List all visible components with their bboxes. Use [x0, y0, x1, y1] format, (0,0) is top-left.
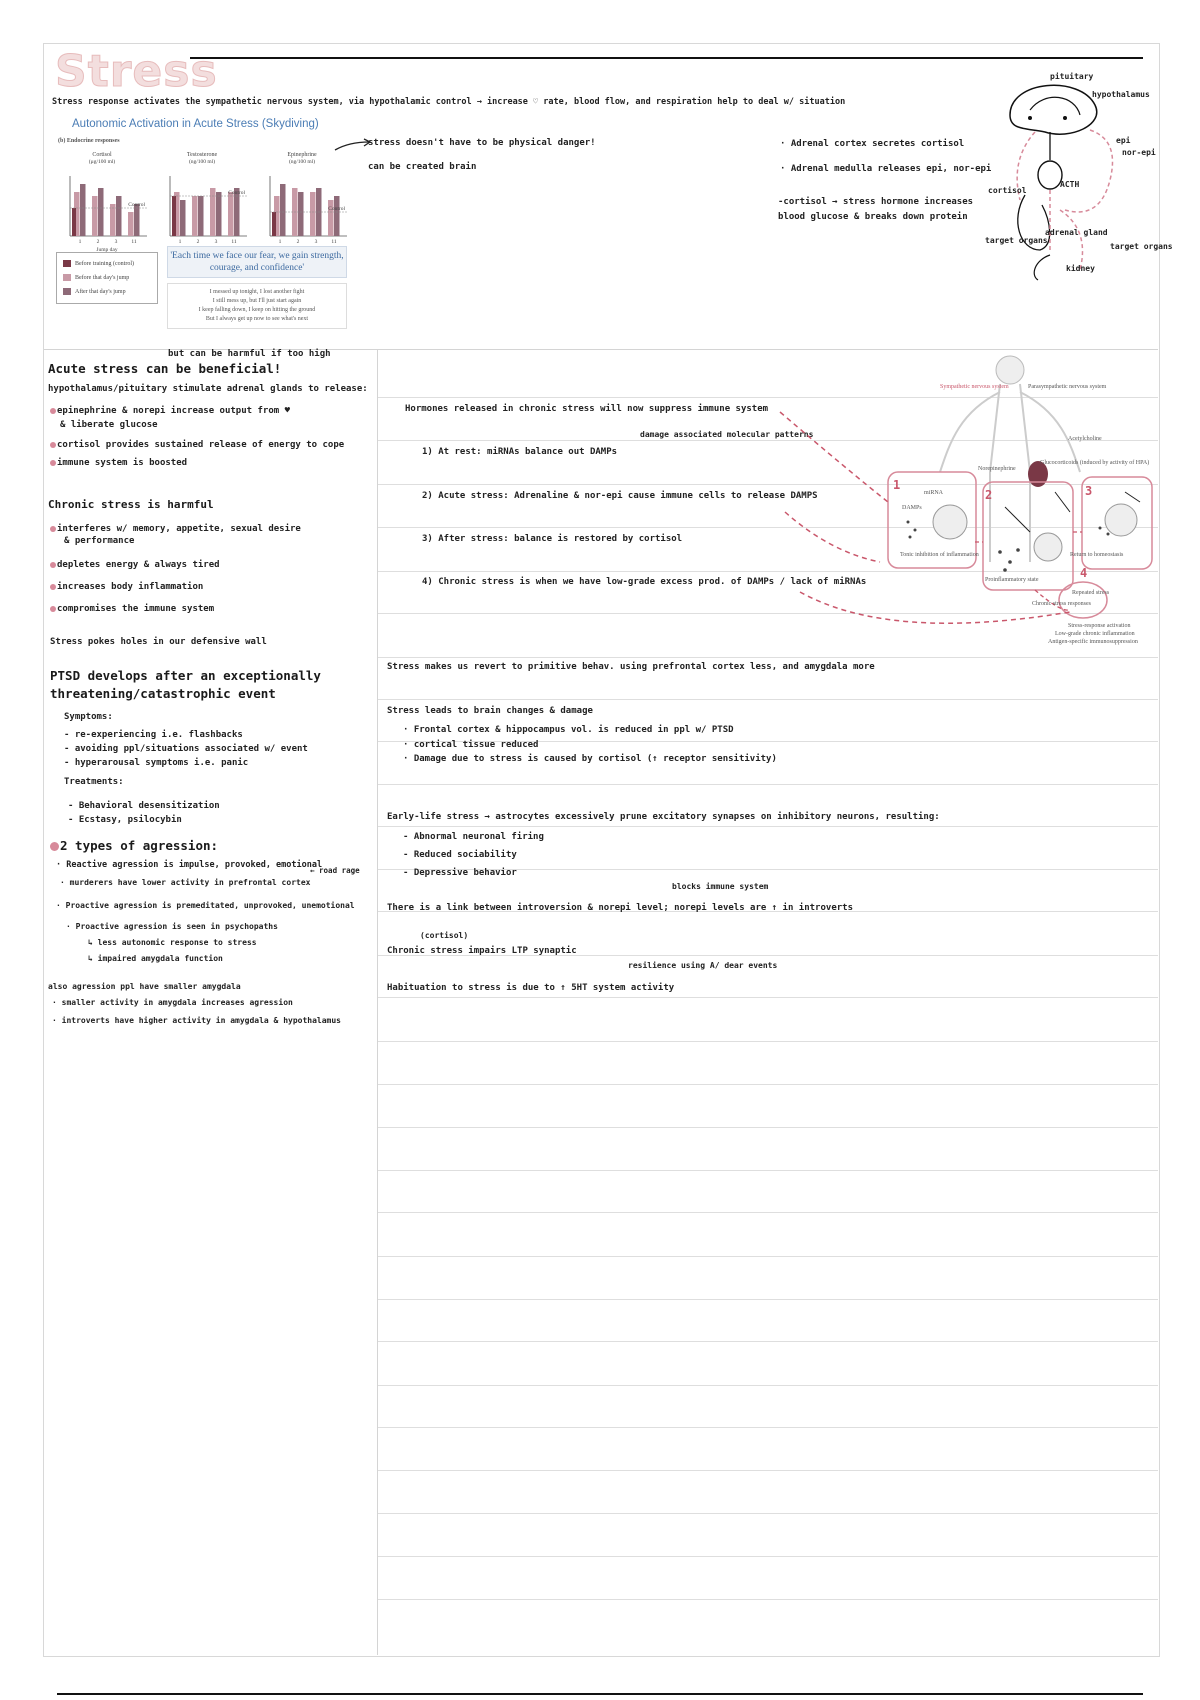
- aggression-item: · Proactive agression is premeditated, unprovoked, unemotional: [56, 901, 355, 910]
- chart-tick-label: 1: [178, 239, 182, 245]
- diagram-label: Repeated stress: [1072, 590, 1110, 596]
- treatments-heading: Treatments:: [64, 777, 124, 787]
- ruled-line: [378, 1256, 1158, 1257]
- road-rage-note: ← road rage: [310, 866, 360, 875]
- quote-box: 'Each time we face our fear, we gain strength, courage, and confidence': [167, 246, 347, 278]
- chart-tick-label: 3: [214, 239, 218, 245]
- chart-bar: [116, 196, 122, 236]
- chart-control-bar: [72, 208, 76, 236]
- acute-heading: Acute stress can be beneficial!: [48, 361, 282, 376]
- chronic-item: depletes energy & always tired: [50, 560, 220, 570]
- diagram-step-number: 1: [893, 478, 901, 492]
- legend-item: After that day's jump: [75, 288, 126, 295]
- note-adrenal-medulla: · Adrenal medulla releases epi, nor-epi: [780, 164, 992, 174]
- column-divider: [377, 349, 378, 1655]
- bullet-icon: [50, 584, 56, 590]
- immune-item: 2) Acute stress: Adrenaline & nor-epi cause immune cells to release DAMPS: [422, 491, 818, 501]
- diagram-label: Norepinephrine: [978, 466, 1016, 472]
- ruled-line: [378, 826, 1158, 827]
- chart-bar: [134, 204, 140, 236]
- ruled-line: [378, 1041, 1158, 1042]
- poem-line: I keep falling down, I keep on hitting the ground: [198, 307, 316, 313]
- ruled-line: [378, 784, 1158, 785]
- brain-item: · Frontal cortex & hippocampus vol. is reduced in ppl w/ PTSD: [403, 725, 734, 735]
- immune-item: 3) After stress: balance is restored by cortisol: [422, 534, 683, 544]
- chart-ylabel: (ng/100 ml): [188, 159, 216, 165]
- ruled-line: [378, 1513, 1158, 1514]
- chart-bar: [216, 192, 222, 236]
- ruled-line: [378, 1556, 1158, 1557]
- aggression-item: ↳ impaired amygdala function: [88, 954, 223, 963]
- immune-stress-diagram: [840, 352, 1158, 652]
- bottom-rule: [57, 1693, 1143, 1695]
- hpa-label: nor-epi: [1122, 148, 1156, 157]
- hpa-label: pituitary: [1050, 72, 1094, 81]
- acute-item: cortisol provides sustained release of energy to cope: [50, 440, 344, 450]
- chart-bar: [228, 192, 234, 236]
- aggression-item: ↳ less autonomic response to stress: [88, 938, 257, 947]
- brain-item: · Damage due to stress is caused by cortisol (↑ receptor sensitivity): [403, 754, 777, 764]
- hpa-label: ACTH: [1060, 180, 1080, 189]
- hpa-label: cortisol: [988, 186, 1027, 195]
- brain-heading: Stress leads to brain changes & damage: [387, 706, 593, 716]
- chronic-item: & performance: [64, 536, 135, 546]
- chart-xlabel: Jump day: [96, 247, 118, 253]
- hpa-label: target organs: [1110, 242, 1173, 251]
- ruled-line: [378, 1427, 1158, 1428]
- hpa-label: hypothalamus: [1092, 90, 1150, 99]
- hpa-label: adrenal gland: [1045, 228, 1108, 237]
- resilience-note: resilience using A/ dear events: [628, 961, 778, 970]
- diagram-label: Acetylcholine: [1068, 436, 1102, 442]
- poem-box: [167, 283, 347, 329]
- note-cortisol-2: blood glucose & breaks down protein: [778, 212, 968, 222]
- immune-item: 4) Chronic stress is when we have low-grade excess prod. of DAMPs / lack of miRNAs: [422, 577, 867, 587]
- hpa-label: target organs: [985, 236, 1048, 245]
- chart-tick-label: 3: [114, 239, 118, 245]
- diagram-step-number: 4: [1080, 566, 1088, 580]
- aggression-heading: 2 types of agression:: [50, 838, 218, 853]
- chart-tick-label: 2: [196, 239, 200, 245]
- immune-heading: Hormones released in chronic stress will now suppress immune system: [405, 404, 769, 414]
- hpa-label: epi: [1116, 136, 1131, 145]
- chart-tick-label: 1: [78, 239, 82, 245]
- endocrine-bar-charts: [52, 148, 352, 253]
- ruled-line: [378, 699, 1158, 700]
- ruled-line: [378, 1212, 1158, 1213]
- legend-swatch: [63, 260, 71, 267]
- chart-bar: [334, 196, 340, 236]
- legend-swatch: [63, 288, 71, 295]
- chart-bar: [128, 212, 134, 236]
- legend-item: Before that day's jump: [75, 274, 130, 281]
- chart-tick-label: 3: [314, 239, 318, 245]
- legend-swatch: [63, 274, 71, 281]
- chart-tick-label: 11: [131, 239, 137, 245]
- diagram-label: Parasympathetic nervous system: [1028, 384, 1107, 390]
- chart-control-label: Control: [128, 202, 145, 208]
- note-physical: stress doesn't have to be physical danger!: [368, 138, 596, 148]
- cortisol-small: (cortisol): [420, 931, 469, 940]
- chart-control-label: Control: [328, 206, 345, 212]
- diagram-label: Low-grade chronic inflammation: [1055, 631, 1135, 637]
- habituation-note: Habituation to stress is due to ↑ 5HT system activity: [387, 983, 675, 993]
- chart-tick-label: 2: [96, 239, 100, 245]
- chronic-item: compromises the immune system: [50, 604, 214, 614]
- early-life-item: - Depressive behavior: [403, 868, 517, 878]
- page-title: Stress: [55, 46, 218, 97]
- chart-bar: [298, 192, 304, 236]
- symptom-item: - avoiding ppl/situations associated w/ event: [64, 744, 308, 754]
- diagram-label: Stress-response activation: [1068, 623, 1131, 629]
- diagram-step-number: 2: [985, 488, 993, 502]
- bullet-icon: [50, 408, 56, 414]
- diagram-label: Chronic stress responses: [1032, 601, 1091, 607]
- aggression-item: · murderers have lower activity in prefrontal cortex: [60, 878, 311, 887]
- bullet-icon: [50, 460, 56, 466]
- chart-title: Epinephrine: [287, 152, 317, 158]
- primitive-note: Stress makes us revert to primitive behav. using prefrontal cortex less, and amygdala more: [387, 662, 875, 672]
- chart-bar: [98, 188, 104, 236]
- diagram-label: Proinflammatory state: [985, 577, 1039, 583]
- chart-tick-label: 11: [231, 239, 237, 245]
- chart-title: Cortisol: [92, 152, 112, 158]
- chronic-heading: Chronic stress is harmful: [48, 498, 214, 511]
- amygdala-item: · introverts have higher activity in amygdala & hypothalamus: [52, 1016, 341, 1025]
- amygdala-heading: also agression ppl have smaller amygdala: [48, 982, 241, 991]
- acute-item: epinephrine & norepi increase output from ♥: [50, 406, 290, 416]
- chart-control-label: Control: [228, 190, 245, 196]
- chart-bar: [198, 196, 204, 236]
- chart-ylabel: (µg/100 ml): [88, 159, 116, 165]
- ruled-line: [378, 1170, 1158, 1171]
- bullet-icon: [50, 562, 56, 568]
- chart-control-bar: [172, 196, 176, 236]
- early-life-item: - Reduced sociability: [403, 850, 517, 860]
- amygdala-item: · smaller activity in amygdala increases agression: [52, 998, 293, 1007]
- chart-control-bar: [272, 212, 276, 236]
- blocks-note: blocks immune system: [672, 882, 769, 891]
- figure-title: Autonomic Activation in Acute Stress (Skydiving): [72, 118, 319, 130]
- ruled-line: [378, 1341, 1158, 1342]
- treatment-item: - Ecstasy, psilocybin: [68, 815, 182, 825]
- holes-note: Stress pokes holes in our defensive wall: [50, 637, 267, 647]
- diagram-label: Antigen-specific immunosuppression: [1048, 639, 1138, 645]
- acute-sub: hypothalamus/pituitary stimulate adrenal glands to release:: [48, 384, 368, 394]
- diagram-label: Glucocorticoids (induced by activity of HPA): [1040, 460, 1150, 466]
- chart-bar: [92, 196, 98, 236]
- introvert-note: There is a link between introversion & norepi level; norepi levels are ↑ in introverts: [387, 903, 853, 913]
- chart-bar: [280, 184, 286, 236]
- chart-bar: [210, 188, 216, 236]
- ruled-line: [378, 1084, 1158, 1085]
- top-rule: [190, 57, 1143, 59]
- immune-item: 1) At rest: miRNAs balance out DAMPs: [422, 447, 618, 457]
- ruled-line: [378, 1299, 1158, 1300]
- legend-item: Before training (control): [75, 260, 134, 267]
- poem-line: I messed up tonight, I lost another fight: [209, 289, 305, 295]
- diagram-label: Tonic inhibition of inflammation: [900, 552, 979, 558]
- early-life-item: - Abnormal neuronal firing: [403, 832, 544, 842]
- diagram-label: DAMPs: [902, 505, 922, 511]
- ptsd-heading-2: threatening/catastrophic event: [50, 686, 276, 701]
- poem-line: But I always get up now to see what's next: [205, 316, 309, 322]
- chronic-ltp-note: Chronic stress impairs LTP synaptic: [387, 946, 577, 956]
- chart-bar: [110, 204, 116, 236]
- figure-panel-label: (b) Endocrine responses: [58, 138, 120, 144]
- bullet-icon: [50, 526, 56, 532]
- early-life-note: Early-life stress → astrocytes excessively prune excitatory synapses on inhibitory neurons, resulting:: [387, 812, 940, 822]
- ruled-line: [378, 1127, 1158, 1128]
- chart-bar: [192, 196, 198, 236]
- note-adrenal-cortex: · Adrenal cortex secretes cortisol: [780, 139, 965, 149]
- ruled-line: [378, 997, 1158, 998]
- note-created: can be created brain: [368, 162, 477, 172]
- chart-bar: [180, 200, 186, 236]
- symptom-item: - hyperarousal symptoms i.e. panic: [64, 758, 249, 768]
- chart-ylabel: (ng/100 ml): [288, 159, 316, 165]
- diagram-label: miRNA: [924, 490, 944, 496]
- ruled-line: [378, 1599, 1158, 1600]
- ptsd-heading-1: PTSD develops after an exceptionally: [50, 668, 321, 683]
- chart-tick-label: 2: [296, 239, 300, 245]
- hpa-label: kidney: [1066, 264, 1095, 273]
- diagram-step-number: 3: [1085, 484, 1093, 498]
- chronic-item: increases body inflammation: [50, 582, 203, 592]
- symptom-item: - re-experiencing i.e. flashbacks: [64, 730, 243, 740]
- chart-tick-label: 11: [331, 239, 337, 245]
- ruled-line: [378, 1385, 1158, 1386]
- aggression-item: · Reactive agression is impulse, provoked, emotional: [56, 860, 323, 870]
- hpa-axis-sketch: [990, 70, 1170, 290]
- acute-item: & liberate glucose: [60, 420, 158, 430]
- damp-note: damage associated molecular patterns: [640, 430, 814, 439]
- chart-tick-label: 1: [278, 239, 282, 245]
- intro-line: Stress response activates the sympathetic nervous system, via hypothalamic control → increase ♡ rate, blood flow, and respiration help to deal w/ situation: [52, 97, 846, 107]
- bullet-icon: [50, 842, 59, 851]
- note-cortisol-1: -cortisol → stress hormone increases: [778, 197, 974, 207]
- diagram-label: Sympathetic nervous system: [940, 384, 1009, 390]
- ruled-line: [378, 657, 1158, 658]
- bullet-icon: [50, 442, 56, 448]
- arrow-icon: [333, 138, 373, 154]
- brain-item: · cortical tissue reduced: [403, 740, 539, 750]
- acute-aside: but can be harmful if too high: [168, 349, 331, 359]
- chart-bar: [310, 192, 316, 236]
- aggression-item: · Proactive agression is seen in psychopaths: [66, 922, 278, 931]
- ruled-line: [378, 1470, 1158, 1471]
- acute-item: immune system is boosted: [50, 458, 187, 468]
- chart-bar: [80, 184, 86, 236]
- bullet-icon: [50, 606, 56, 612]
- chronic-item: interferes w/ memory, appetite, sexual desire: [50, 524, 301, 534]
- symptoms-heading: Symptoms:: [64, 712, 113, 722]
- treatment-item: - Behavioral desensitization: [68, 801, 220, 811]
- diagram-label: Return to homeostasis: [1070, 552, 1124, 558]
- poem-line: I still mess up, but I'll just start again: [212, 298, 302, 304]
- chart-title: Testosterone: [186, 152, 218, 158]
- figure-legend: [56, 252, 158, 304]
